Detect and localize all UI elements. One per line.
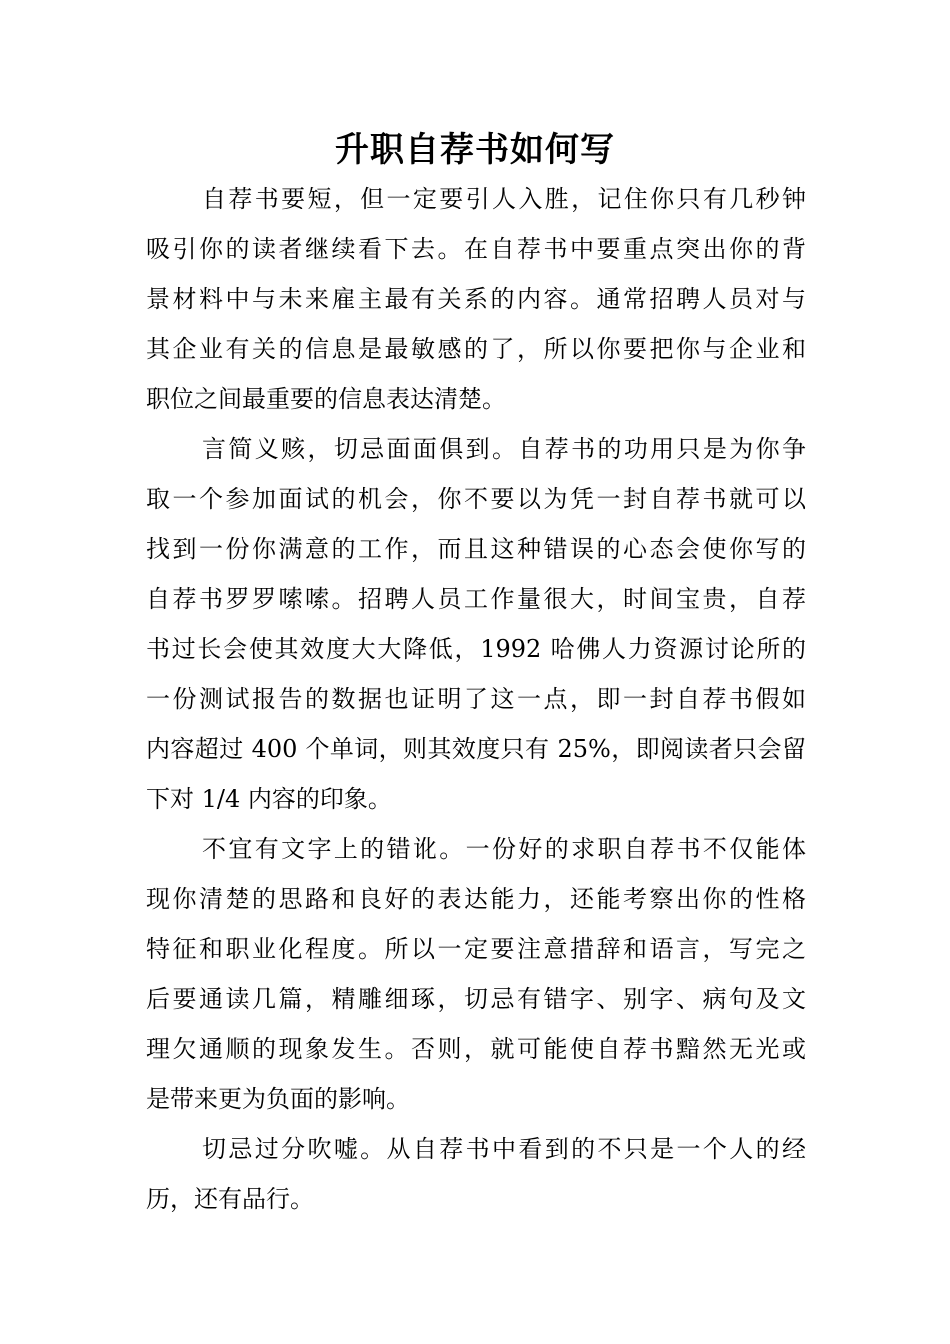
paragraph-3-line-1: 不宜有文字上的错讹。一份好的求职自荐书不仅能体 xyxy=(202,835,806,863)
paragraph-2-line-4: 自荐书罗罗嗦嗦。招聘人员工作量很大，时间宝贵，自荐 xyxy=(146,585,806,613)
paragraph-2-line-5: 书过长会使其效度大大降低，1992 哈佛人力资源讨论所的 xyxy=(146,635,806,663)
paragraph-1-line-4: 其企业有关的信息是最敏感的了，所以你要把你与企业和 xyxy=(146,335,806,363)
document-title: 升职自荐书如何写 xyxy=(335,130,615,170)
paragraph-2-line-7: 内容超过 400 个单词，则其效度只有 25%，即阅读者只会留 xyxy=(146,735,806,763)
paragraph-1-line-1: 自荐书要短，但一定要引人入胜，记住你只有几秒钟 xyxy=(202,185,806,213)
paragraph-4-line-1: 切忌过分吹嘘。从自荐书中看到的不只是一个人的经 xyxy=(202,1135,806,1163)
paragraph-2-line-6: 一份测试报告的数据也证明了这一点，即一封自荐书假如 xyxy=(146,685,806,713)
paragraph-1-line-5: 职位之间最重要的信息表达清楚。 xyxy=(146,385,506,413)
paragraph-3-line-2: 现你清楚的思路和良好的表达能力，还能考察出你的性格 xyxy=(146,885,806,913)
paragraph-3-line-6: 是带来更为负面的影响。 xyxy=(146,1085,410,1113)
paragraph-2-line-8: 下对 1/4 内容的印象。 xyxy=(146,785,392,813)
paragraph-1-line-3: 景材料中与未来雇主最有关系的内容。通常招聘人员对与 xyxy=(146,285,806,313)
paragraph-4-line-2: 历，还有品行。 xyxy=(146,1185,314,1213)
paragraph-3-line-5: 理欠通顺的现象发生。否则，就可能使自荐书黯然无光或 xyxy=(146,1035,806,1063)
paragraph-2-line-3: 找到一份你满意的工作，而且这种错误的心态会使你写的 xyxy=(146,535,806,563)
paragraph-2-line-2: 取一个参加面试的机会，你不要以为凭一封自荐书就可以 xyxy=(146,485,806,513)
paragraph-3-line-3: 特征和职业化程度。所以一定要注意措辞和语言，写完之 xyxy=(146,935,806,963)
paragraph-3-line-4: 后要通读几篇，精雕细琢，切忌有错字、别字、病句及文 xyxy=(146,985,806,1013)
paragraph-2-line-1: 言简义赅，切忌面面俱到。自荐书的功用只是为你争 xyxy=(202,435,806,463)
paragraph-1-line-2: 吸引你的读者继续看下去。在自荐书中要重点突出你的背 xyxy=(146,235,806,263)
